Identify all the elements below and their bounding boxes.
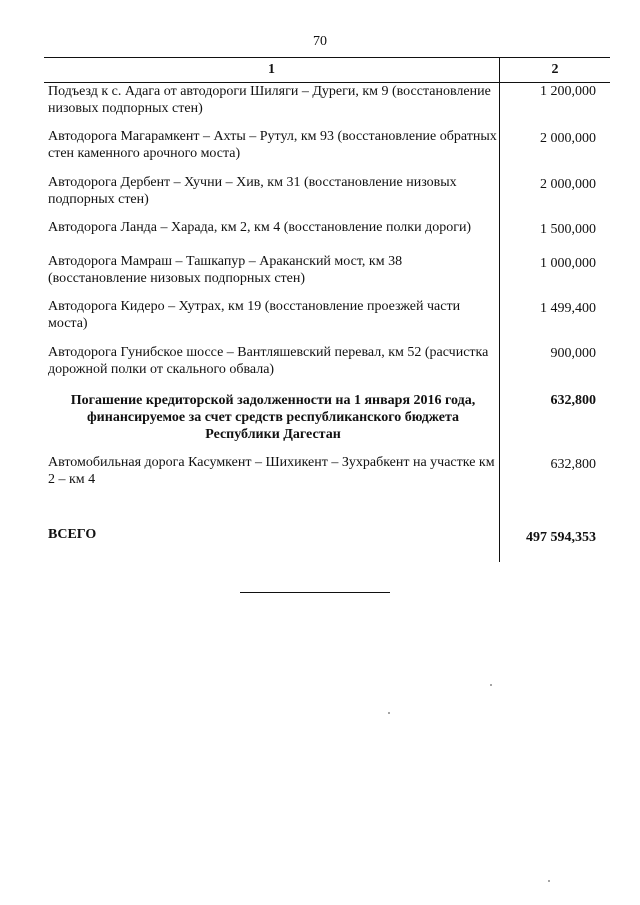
row-description: Автодорога Кидеро – Хутрах, км 19 (восстановление проезжей части моста) — [48, 299, 461, 331]
row-description: Автодорога Мамраш – Ташкапур – Араканский мост, км 38 (восстановление низовых подпорных стен) — [48, 254, 403, 286]
row-amount: 2 000,000 — [540, 131, 596, 146]
row-amount: 900,000 — [550, 346, 596, 361]
row-description: Автодорога Дербент – Хучни – Хив, км 31 (восстановление низовых подпорных стен) — [48, 175, 457, 207]
row-description: Автодорога Магарамкент – Ахты – Рутул, км 93 (восстановление обратных стен каменного арочного моста) — [48, 129, 497, 161]
row-description: Автомобильная дорога Касумкент – Шихикент – Зухрабкент на участке км 2 – км 4 — [48, 455, 495, 487]
row-amount: 1 500,000 — [540, 222, 596, 237]
scan-speck — [548, 880, 550, 882]
total-amount: 497 594,353 — [526, 530, 596, 545]
page-number: 70 — [313, 34, 327, 49]
row-description: Подъезд к с. Адага от автодороги Шиляги – Дуреги, км 9 (восстановление низовых подпорных стен) — [48, 84, 491, 116]
row-description: Автодорога Гунибское шоссе – Вантляшевский перевал, км 52 (расчистка дорожной полки от скального обвала) — [48, 345, 489, 377]
table-top-border — [44, 57, 610, 58]
column-header-2: 2 — [551, 62, 559, 77]
row-amount: 632,800 — [550, 457, 596, 472]
row-description: Погашение кредиторской задолженности на 1 января 2016 года, финансируемое за счет средств республиканского бюджета Республики Дагестан — [70, 393, 476, 442]
row-amount: 1 000,000 — [540, 256, 596, 271]
row-amount: 2 000,000 — [540, 177, 596, 192]
total-label: ВСЕГО — [48, 527, 97, 542]
scan-speck — [490, 684, 492, 686]
row-description: Автодорога Ланда – Харада, км 2, км 4 (восстановление полки дороги) — [48, 220, 472, 235]
column-header-1: 1 — [268, 62, 275, 77]
row-amount: 1 499,400 — [540, 301, 596, 316]
row-amount: 1 200,000 — [540, 84, 596, 99]
closing-rule — [240, 592, 390, 593]
column-divider — [499, 57, 500, 562]
budget-table — [44, 57, 610, 562]
row-amount: 632,800 — [550, 393, 596, 408]
scan-speck — [388, 712, 390, 714]
